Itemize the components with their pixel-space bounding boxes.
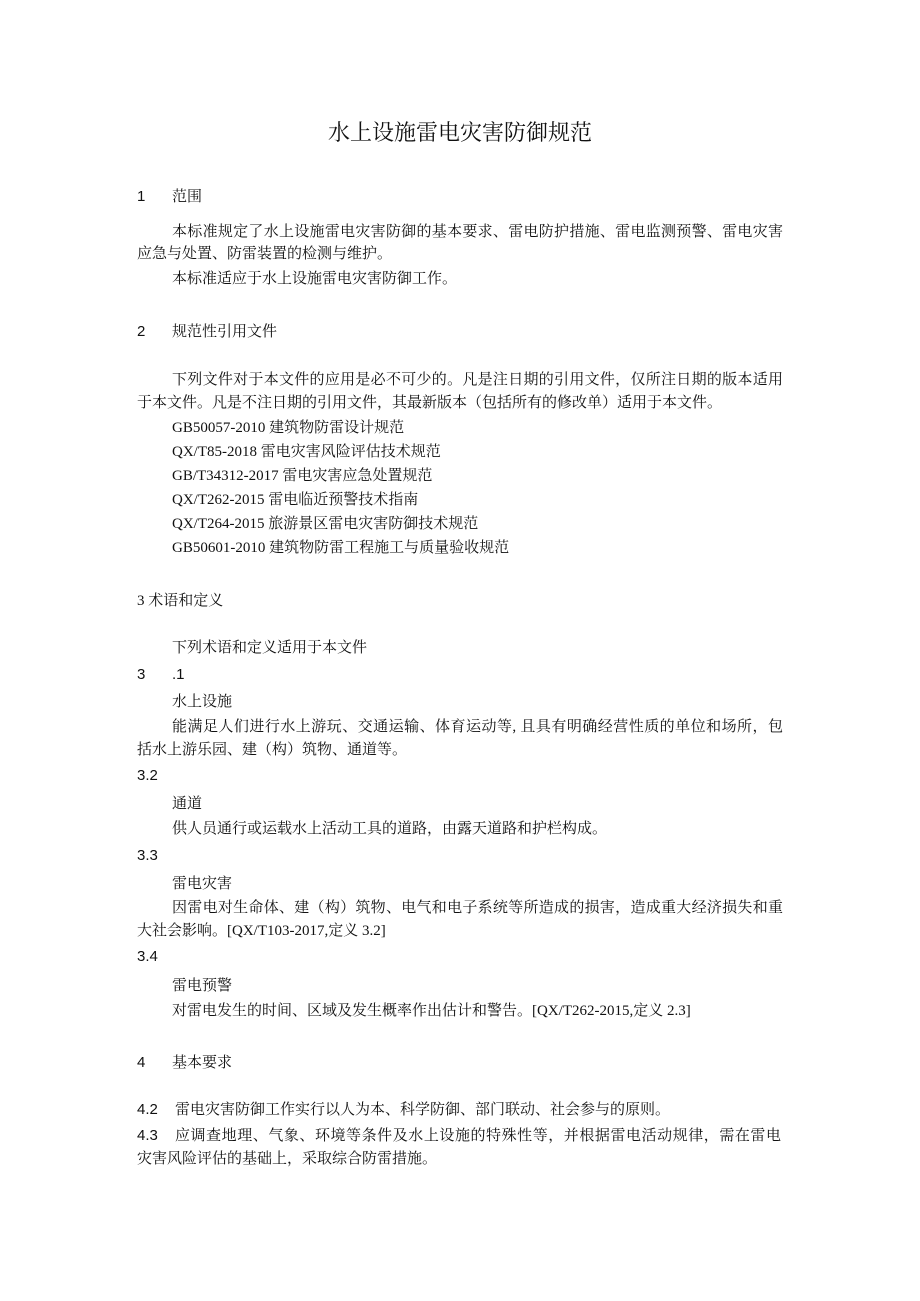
section-1-number: 1: [137, 188, 146, 205]
reference-item: GB50601-2010 建筑物防雷工程施工与质量验收规范: [172, 540, 510, 556]
section-2-heading: 规范性引用文件: [172, 324, 278, 340]
section-2-number: 2: [137, 323, 146, 340]
term-definition-line: 括水上游乐园、建（构）筑物、通道等。: [137, 742, 408, 758]
clause-text: 雷电灾害防御工作实行以人为本、科学防御、部门联动、社会参与的原则。: [175, 1102, 671, 1118]
term-definition: 对雷电发生的时间、区域及发生概率作出估计和警告。[QX/T262-2015,定义 2.3]: [172, 1003, 691, 1019]
term-number: 3.4: [137, 948, 158, 965]
term-name: 通道: [172, 796, 203, 812]
section-3-heading: 3 术语和定义: [137, 593, 224, 609]
term-number: 3.3: [137, 847, 158, 864]
term-name: 水上设施: [172, 694, 233, 710]
term-number: .1: [172, 666, 185, 683]
scope-paragraph: 本标准适应于水上设施雷电灾害防御工作。: [172, 271, 458, 287]
term-definition-line: 因雷电对生命体、建（构）筑物、电气和电子系统等所造成的损害，造成重大经济损失和重: [172, 900, 783, 916]
term-number: 3.2: [137, 767, 158, 784]
reference-item: QX/T264-2015 旅游景区雷电灾害防御技术规范: [172, 516, 479, 532]
scope-paragraph-line: 本标准规定了水上设施雷电灾害防御的基本要求、雷电防护措施、雷电监测预警、雷电灾害: [172, 224, 783, 240]
clause-text-line: 应调查地理、气象、环境等条件及水上设施的特殊性等，并根据雷电活动规律，需在雷电: [175, 1128, 781, 1144]
term-name: 雷电预警: [172, 978, 233, 994]
term-definition: 供人员通行或运载水上活动工具的道路，由露天道路和护栏构成。: [172, 821, 608, 837]
clause-text-line: 灾害风险评估的基础上，采取综合防雷措施。: [137, 1151, 438, 1167]
section-1-heading: 范围: [172, 189, 203, 205]
reference-item: GB50057-2010 建筑物防雷设计规范: [172, 420, 405, 436]
clause-number: 4.2: [137, 1101, 158, 1118]
reference-item: GB/T34312-2017 雷电灾害应急处置规范: [172, 468, 433, 484]
reference-item: QX/T262-2015 雷电临近预警技术指南: [172, 492, 419, 508]
document-title: 水上设施雷电灾害防御规范: [327, 120, 592, 145]
term-name: 雷电灾害: [172, 876, 233, 892]
terms-intro: 下列术语和定义适用于本文件: [172, 640, 368, 656]
references-intro-line: 于本文件。凡是不注日期的引用文件，其最新版本（包括所有的修改单）适用于本文件。: [137, 395, 723, 411]
scope-paragraph-line: 应急与处置、防雷装置的检测与维护。: [137, 246, 393, 262]
section-4-heading: 基本要求: [172, 1055, 233, 1071]
clause-number: 4.3: [137, 1127, 158, 1144]
term-definition-line: 能满足人们进行水上游玩、交通运输、体育运动等, 且具有明确经营性质的单位和场所，包: [172, 719, 783, 735]
references-intro-line: 下列文件对于本文件的应用是必不可少的。凡是注日期的引用文件，仅所注日期的版本适用: [172, 372, 783, 388]
section-4-number: 4: [137, 1054, 146, 1071]
reference-item: QX/T85-2018 雷电灾害风险评估技术规范: [172, 444, 441, 460]
term-definition-line: 大社会影响。[QX/T103-2017,定义 3.2]: [137, 923, 386, 939]
term-number: 3: [137, 666, 146, 683]
